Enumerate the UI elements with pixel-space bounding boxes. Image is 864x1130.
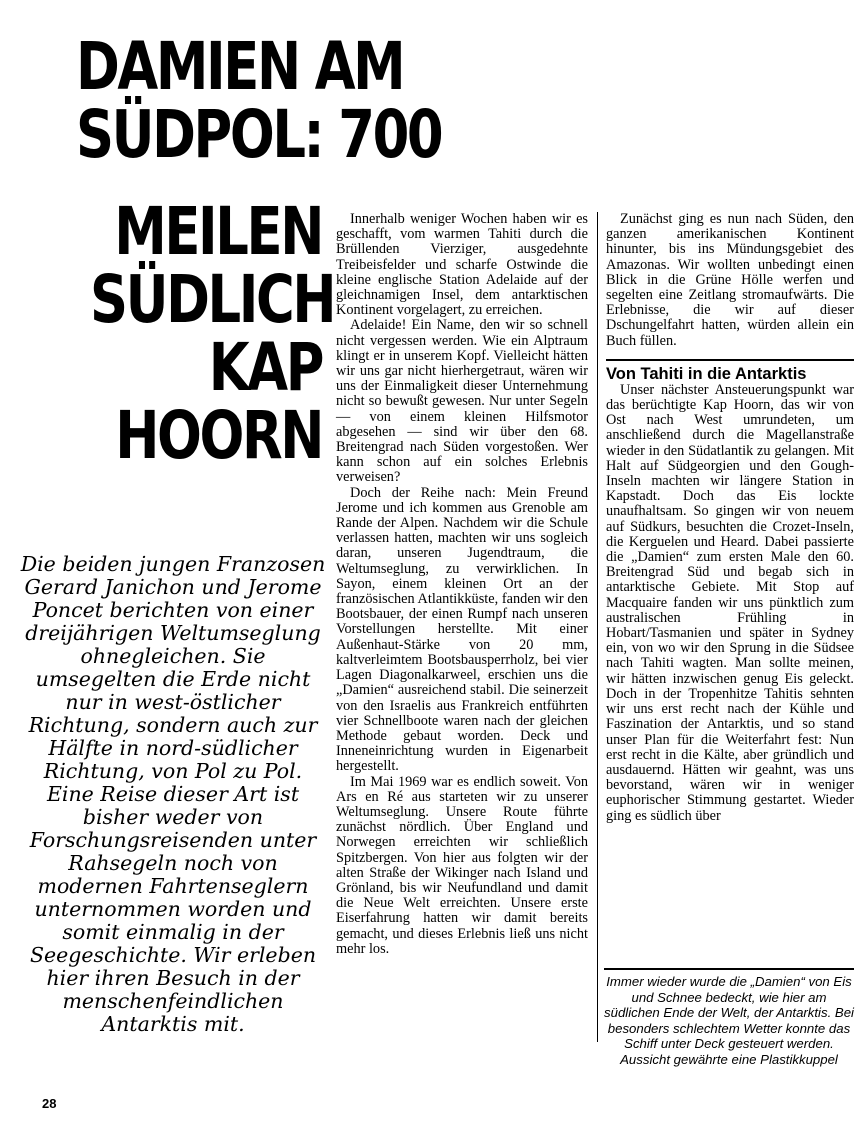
article-paragraph: Zunächst ging es nun nach Süden, den ganzen amerikanischen Kontinent hinunter, bis ins Mündungsgebiet des Amazonas. Wir wollten unbedingt einen Blick in die Grüne Hölle werfen und segelten eine Zeitlang stromaufwärts. Die Erlebnisse, die wir auf dieser Dschungelfahrt hatten, würden allein ein Buch füllen. — [606, 211, 854, 349]
headline-line-6: HOORN — [115, 397, 322, 474]
headline-top — [76, 28, 516, 173]
section-subheading: Von Tahiti in die Antarktis — [606, 359, 854, 383]
page-number: 28 — [42, 1096, 57, 1111]
headline-line-1: DAMIEN AM — [76, 28, 404, 105]
article-paragraph: Im Mai 1969 war es endlich soweit. Von Ars en Ré aus starteten wir zu unserer Weltumseglung. Unsere Route führte zunächst nördlich. Über England und Norwegen erreichten wir schließlich Spitzbergen. Von hier aus folgten wir der alten Straße der Wikinger nach Island und Grönland, bis wir Neufundland und damit die Neue Welt erreichten. Unsere erste Eiserfahrung hatten wir damit bereits gemacht, und dieses Erlebnis ließ uns nicht mehr los. — [336, 773, 588, 957]
intro-text — [18, 553, 328, 1036]
article-column-2 — [336, 212, 588, 957]
article-paragraph: Adelaide! Ein Name, den wir so schnell nicht vergessen werden. Wie ein Alptraum klingt er in unserem Kopf. Vielleicht hätten wir uns gar nicht hierhergetraut, wären wir uns der Einmaligkeit dieser Unternehmung nicht so bewußt gewesen. Nur unter Segeln — von einem kleinen Hilfsmotor abgesehen — sind wir über den 68. Breitengrad nach Süden vorgestoßen. Wer kann schon auf ein solches Erlebnis verweisen? — [336, 317, 588, 486]
headline-line-2: SÜDPOL: 700 — [76, 96, 442, 173]
article-paragraph: Doch der Reihe nach: Mein Freund Jerome und ich kommen aus Grenoble am Rande der Alpen. Nachdem wir die Schule verlassen hatten, machten wir uns sogleich daran, unseren Jugendtraum, die Weltumseglung, zu verwirklichen. In Sayon, einem kleinen Ort an der französischen Atlantikküste, fanden wir den Bootsbauer, der einen Rumpf nach unseren Vorstellungen herstellte. Mit einer Außenhaut-Stärke von 20 mm, kaltverleimtem Bootsbausperrholz, bei vier Lagen Diagonalkarweel, erschien uns die „Damien“ ausreichend stabil. Die seinerzeit von den Israelis aus Frankreich entführten vier Schnellboote waren nach der gleichen Methode gebaut worden. Deck und Inneneinrichtung wurden in Eigenarbeit hergestellt. — [336, 484, 588, 775]
headline-line-3: MEILEN — [114, 193, 322, 270]
headline-line-4: SÜDLICH — [90, 261, 335, 338]
article-paragraph: Unser nächster Ansteuerungspunkt war das berüchtigte Kap Hoorn, das wir von Ost nach West umrundeten, um anschließend durch die Magellanstraße wieder in den Südatlantik zu gelangen. Mit Halt auf Südgeorgien und den Gough-Inseln machten wir längere Station in Kapstadt. Doch das Eis lockte unaufhaltsam. So gingen wir von neuem auf Südkurs, besuchten die Crozet-Inseln, die Kerguelen und Heard. Dabei passierte die „Damien“ zum ersten Male den 60. Breitengrad Süd und begab sich in antarktische Gebiete. Mit Stop auf Macquaire fanden wir uns pünktlich zum australischen Frühling in Hobart/Tasmanien und später in Sydney ein, von wo wir den Sprung in die Südsee nach Tahiti wagten. Man sollte meinen, wir hätten inzwischen genug Eis geleckt. Doch in der Tropenhitze Tahitis sehnten wir uns erst recht nach der Kühle und Faszination der Antarktis, und so stand unser Plan für die Weiterfahrt fest: Nun erst recht in die Kälte, aber gründlich und ausdauernd. Hätten wir geahnt, was uns bevorstand, wären wir in weniger euphorischer Stimmung gestartet. Wieder ging es südlich über — [606, 381, 854, 824]
headline — [32, 193, 335, 474]
article-column-3 — [606, 212, 854, 824]
article-paragraph: Innerhalb weniger Wochen haben wir es geschafft, vom warmen Tahiti durch die Brüllenden Vierziger, ausgedehnte Treibeisfelder und scharfe Ostwinde die kleine englische Station Adelaide auf der gleichnamigen Insel, dem antarktischen Kontinent vorgelagert, zu erreichen. — [336, 211, 588, 319]
column-divider — [597, 212, 598, 1042]
intro-paragraph: Die beiden jungen Franzosen Gerard Janichon und Jerome Poncet berichten von einer dreijährigen Weltumseglung ohnegleichen. Sie umsegelten die Erde nicht nur in west-östlicher Richtung, sondern auch zur Hälfte in nord-südlicher Richtung, von Pol zu Pol. Eine Reise dieser Art ist bisher weder von Forschungsreisenden unter Rahsegeln noch von modernen Fahrtenseglern unternommen worden und somit einmalig in der Seegeschichte. Wir erleben hier ihren Besuch in der menschenfeindlichen Antarktis mit. — [20, 552, 326, 1036]
headline-line-5: KAP — [208, 329, 322, 406]
photo-caption: Immer wieder wurde die „Damien“ von Eis und Schnee bedeckt, wie hier am südlichen Ende der Welt, der Antarktis. Bei besonders schlechtem Wetter konnte das Schiff unter Deck gesteuert werden. Aussicht gewährte eine Plastikkuppel — [604, 968, 854, 1067]
